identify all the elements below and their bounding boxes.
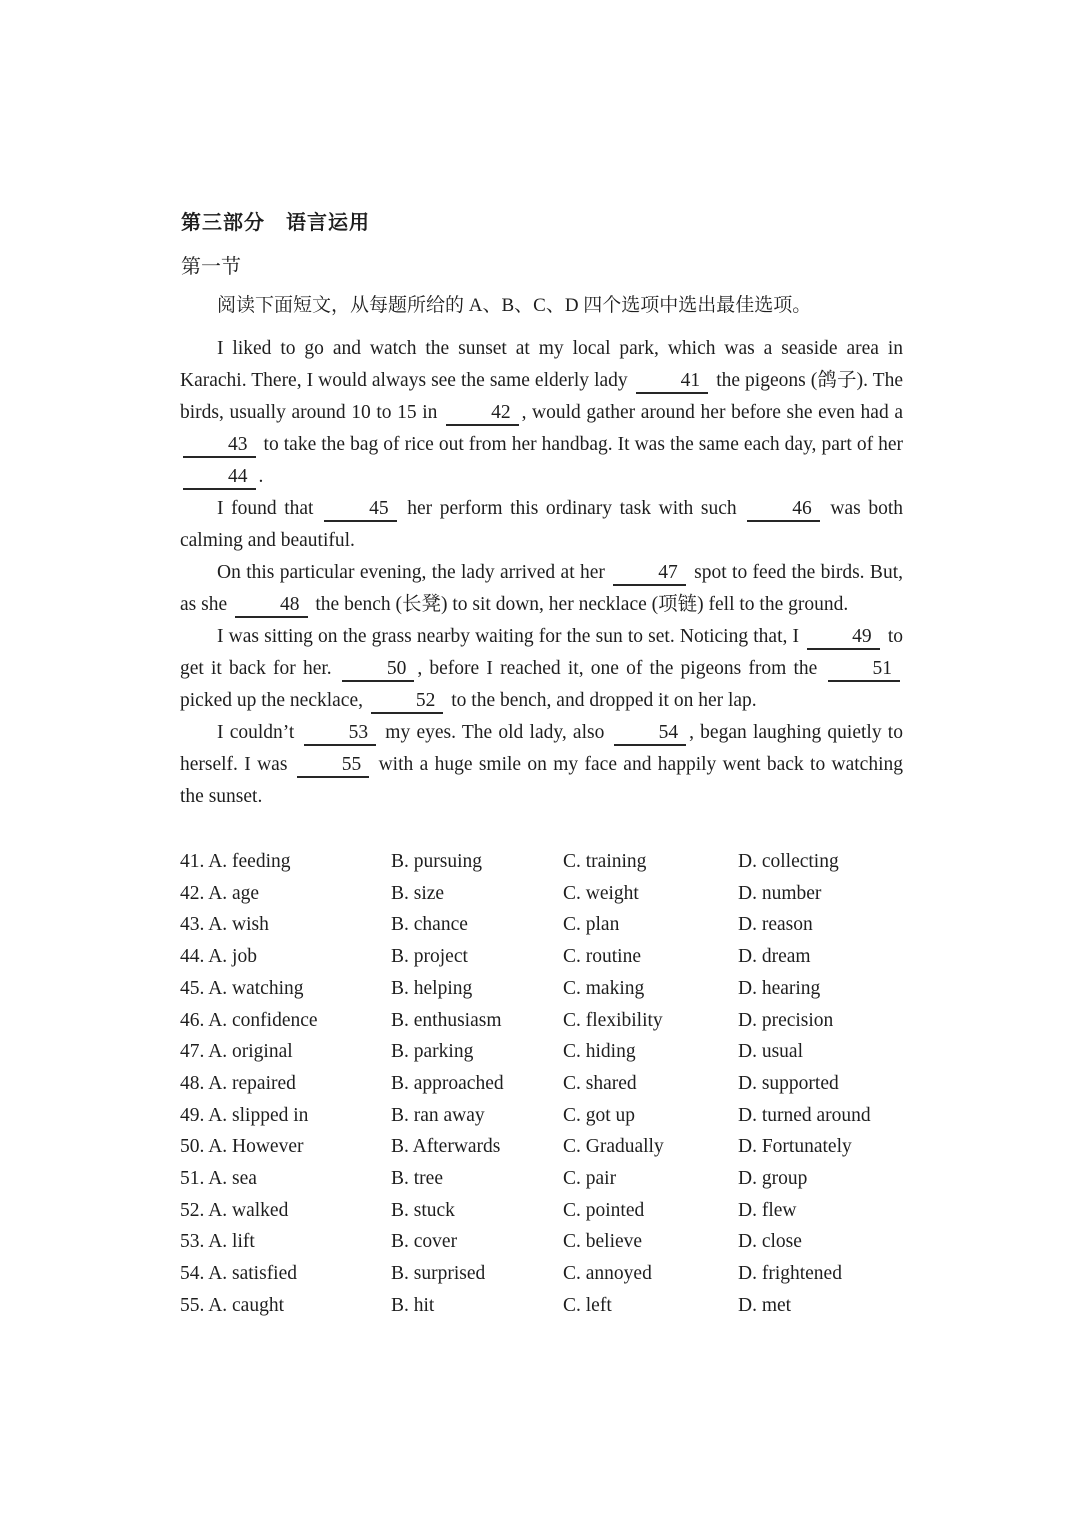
option-c: C. hiding [563,1041,636,1063]
question-row [180,1005,903,1037]
question-row [180,1226,903,1258]
option-d: D. precision [738,1009,834,1031]
question-row [180,1163,903,1195]
option-d: D. group [738,1168,808,1190]
option-c: C. pointed [563,1199,645,1221]
option-a: 48. A. repaired [180,1072,296,1094]
option-c: C. plan [563,914,620,936]
passage-paragraph: On this particular evening, the lady arrived at her 47 spot to feed the birds. But, as she 48 the bench (长凳) to sit down, her necklace (项链) fell to the ground. [180,557,903,621]
option-c: C. shared [563,1072,637,1094]
option-a: 47. A. original [180,1041,293,1063]
option-b: B. parking [391,1041,474,1063]
option-b: B. surprised [391,1263,486,1285]
question-number: 55. [180,1294,209,1316]
question-row [180,846,903,878]
cloze-blank-55: 55 [297,754,370,778]
option-d: D. close [738,1231,802,1253]
option-b: B. project [391,946,468,968]
option-c: C. Gradually [563,1136,664,1158]
cloze-blank-46: 46 [747,498,820,522]
section-title: 第一节 [181,256,241,278]
option-a: 46. A. confidence [180,1009,318,1031]
question-number: 44. [180,946,209,968]
option-c: C. making [563,977,645,999]
option-b: B. cover [391,1231,458,1253]
question-row [180,909,903,941]
cloze-blank-45: 45 [324,498,397,522]
question-number: 46. [180,1009,209,1031]
question-row [180,1258,903,1290]
cloze-passage [180,333,903,813]
option-a: 45. A. watching [180,977,304,999]
cloze-blank-42: 42 [446,402,519,426]
question-number: 47. [180,1041,209,1063]
question-row [180,973,903,1005]
option-a: 44. A. job [180,946,257,968]
question-row [180,1290,903,1322]
option-c: C. got up [563,1104,636,1126]
option-a: 54. A. satisfied [180,1263,298,1285]
option-d: D. turned around [738,1104,871,1126]
option-b: B. approached [391,1072,504,1094]
passage-paragraph: I couldn’t 53 my eyes. The old lady, also 54 , began laughing quietly to herself. I was 55 with a huge smile on my face and happily went back to watching the sunset. [180,722,904,807]
question-number: 53. [180,1231,209,1253]
option-b: B. stuck [391,1199,455,1221]
cloze-blank-54: 54 [614,722,687,746]
part-title: 第三部分 语言运用 [181,212,370,234]
option-d: D. usual [738,1041,803,1063]
option-c: C. weight [563,882,639,904]
question-number: 52. [180,1199,209,1221]
option-d: D. hearing [738,977,821,999]
cloze-blank-48: 48 [235,594,308,618]
option-a: 51. A. sea [180,1168,257,1190]
option-b: B. ran away [391,1104,485,1126]
option-a: 41. A. feeding [180,851,291,872]
page-content [180,206,903,1322]
option-b: B. hit [391,1294,435,1316]
cloze-blank-53: 53 [304,722,377,746]
question-row [180,1068,903,1100]
option-b: B. chance [391,914,468,936]
question-row [180,1195,903,1227]
option-a: 55. A. caught [180,1294,284,1316]
option-d: D. frightened [738,1263,842,1285]
cloze-blank-52: 52 [371,690,444,714]
passage-paragraph: I liked to go and watch the sunset at my local park, which was a seaside area in Karachi. There, I would always see the same elderly lady 41 the pigeons (鸽子). The birds, usually around 10 to 15 in 42 , would gather around her before she even had a 43 to take the bag of rice out from her handbag. It was the same each day, part of her 44 . [180,333,903,493]
cloze-blank-49: 49 [807,626,880,650]
option-d: D. dream [738,946,811,968]
question-number: 43. [180,914,209,936]
option-b: B. pursuing [391,851,483,872]
cloze-blank-41: 41 [636,370,709,394]
option-d: D. flew [738,1199,797,1221]
instruction-text: 阅读下面短文，从每题所给的 A、B、C、D 四个选项中选出最佳选项。 [217,295,812,316]
option-c: C. flexibility [563,1009,663,1031]
option-c: C. routine [563,946,641,968]
option-c: C. left [563,1294,612,1316]
question-number: 45. [180,977,209,999]
question-number: 54. [180,1263,209,1285]
cloze-blank-47: 47 [613,562,686,586]
option-d: D. reason [738,914,813,936]
option-d: D. collecting [738,851,839,872]
question-row [180,1100,903,1132]
option-d: D. number [738,882,822,904]
option-a: 42. A. age [180,882,260,904]
option-b: B. helping [391,977,473,999]
option-b: B. tree [391,1168,443,1190]
option-a: 50. A. However [180,1136,304,1158]
cloze-blank-51: 51 [828,658,901,682]
option-c: C. believe [563,1231,643,1253]
option-d: D. met [738,1294,792,1316]
question-row [180,1036,903,1068]
question-row [180,1131,903,1163]
cloze-blank-44: 44 [183,466,256,490]
option-a: 49. A. slipped in [180,1104,309,1126]
option-c: C. training [563,851,647,872]
passage-paragraph: I found that 45 her perform this ordinary task with such 46 was both calming and beautiful. [180,498,903,551]
cloze-blank-43: 43 [183,434,256,458]
question-row [180,941,903,973]
option-b: B. Afterwards [391,1136,501,1158]
option-b: B. size [391,882,445,904]
passage-paragraph: I was sitting on the grass nearby waiting for the sun to set. Noticing that, I 49 to get it back for her. 50 , before I reached it, one of the pigeons from the 51 picked up the necklace, 52 to the bench, and dropped it on her lap. [180,621,903,717]
question-number: 50. [180,1136,209,1158]
option-d: D. supported [738,1072,839,1094]
question-number: 48. [180,1072,209,1094]
question-row [180,878,903,910]
option-d: D. Fortunately [738,1136,852,1158]
question-list [180,846,903,1322]
option-c: C. pair [563,1168,617,1190]
cloze-blank-50: 50 [342,658,415,682]
option-a: 53. A. lift [180,1231,255,1253]
question-number: 42. [180,882,209,904]
option-a: 52. A. walked [180,1199,289,1221]
option-b: B. enthusiasm [391,1009,502,1031]
option-a: 43. A. wish [180,914,269,936]
question-number: 41. [180,851,209,872]
option-c: C. annoyed [563,1263,652,1285]
question-number: 51. [180,1168,209,1190]
question-number: 49. [180,1104,209,1126]
